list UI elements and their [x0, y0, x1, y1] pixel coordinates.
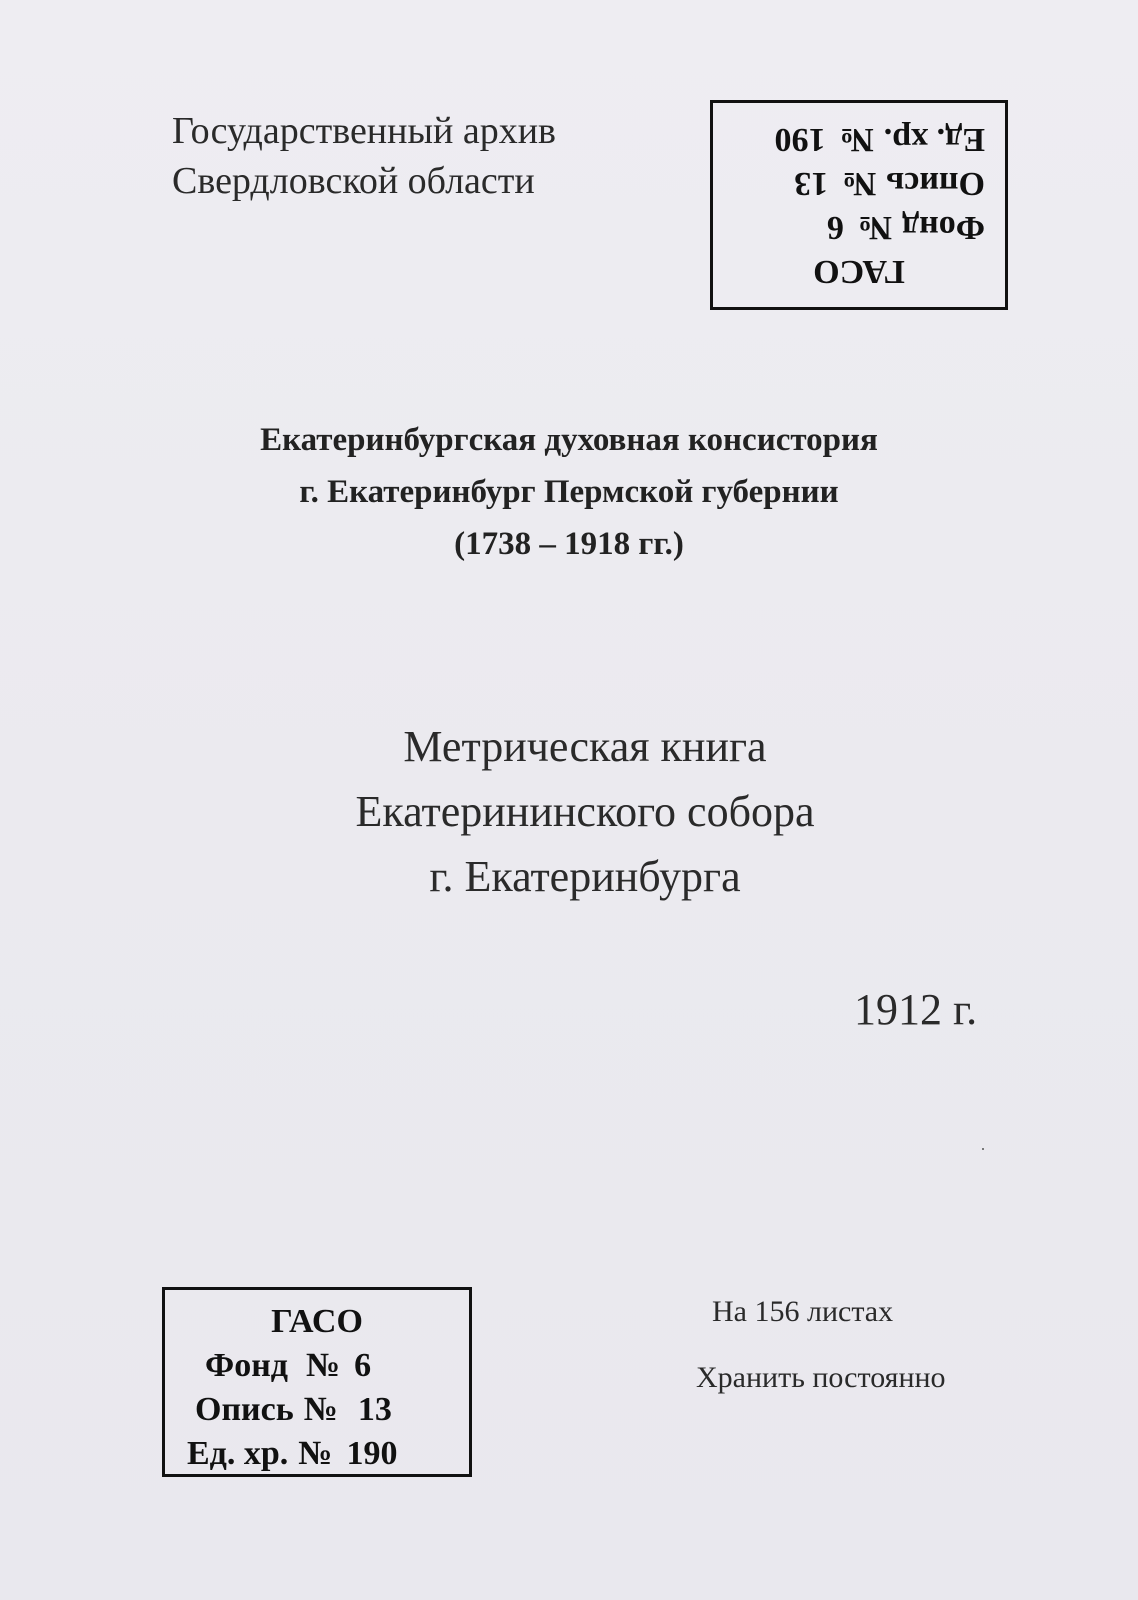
- consistory-line-2: г. Екатеринбург Пермской губернии: [299, 474, 839, 510]
- archive-name-line-1: Государственный архив: [172, 110, 556, 152]
- stamp-item-line: [165, 1432, 469, 1476]
- stamp-item-label: Ед. хр.: [883, 121, 985, 158]
- stamp-item-sign: №: [298, 1435, 333, 1472]
- archive-stamp-upside-down: [710, 100, 1008, 310]
- stamp-item-value: 190: [774, 121, 826, 158]
- stamp-fond-sign: №: [306, 1347, 341, 1384]
- stamp-opis-line: [713, 161, 1005, 205]
- stamp-item-line: [713, 117, 1005, 161]
- stamp-fond-line: [713, 205, 1005, 249]
- book-title: [0, 714, 1138, 909]
- sheet-count: На 156 листах: [712, 1295, 894, 1328]
- stamp-fond-value: 6: [826, 209, 844, 246]
- consistory-heading: [0, 414, 1138, 570]
- stamp-title: ГАСО: [271, 1303, 363, 1340]
- stamp-opis-sign: №: [303, 1391, 338, 1428]
- consistory-line-3: (1738 – 1918 гг.): [454, 526, 684, 562]
- book-title-line-2: Екатерининского собора: [355, 787, 815, 836]
- book-year: 1912 г.: [854, 985, 978, 1034]
- book-title-line-1: Метрическая книга: [403, 722, 767, 771]
- stamp-item-value: 190: [346, 1435, 398, 1472]
- stamp-item-sign: №: [839, 121, 874, 158]
- book-title-line-3: г. Екатеринбурга: [429, 852, 741, 901]
- stamp-fond-value: 6: [354, 1347, 372, 1384]
- stamp-fond-line: [165, 1344, 469, 1388]
- archive-name: [172, 106, 556, 206]
- stamp-item-label: Ед. хр.: [187, 1435, 289, 1472]
- stamp-opis-value: 13: [794, 165, 829, 202]
- consistory-line-1: Екатеринбургская духовная консистория: [260, 422, 878, 458]
- retention-note: Хранить постоянно: [696, 1361, 946, 1394]
- stamp-title: ГАСО: [813, 253, 905, 290]
- stamp-opis-label: Опись: [195, 1391, 294, 1428]
- stamp-opis-sign: №: [842, 165, 877, 202]
- stamp-fond-label: Фонд: [902, 209, 985, 246]
- archive-name-line-2: Свердловской области: [172, 160, 535, 202]
- stamp-opis-label: Опись: [886, 165, 985, 202]
- stamp-opis-line: [165, 1388, 469, 1432]
- archive-stamp: [162, 1287, 472, 1477]
- stamp-fond-label: Фонд: [205, 1347, 288, 1384]
- paper-speck: [982, 1148, 984, 1150]
- stamp-opis-value: 13: [357, 1391, 392, 1428]
- stamp-fond-sign: №: [857, 209, 892, 246]
